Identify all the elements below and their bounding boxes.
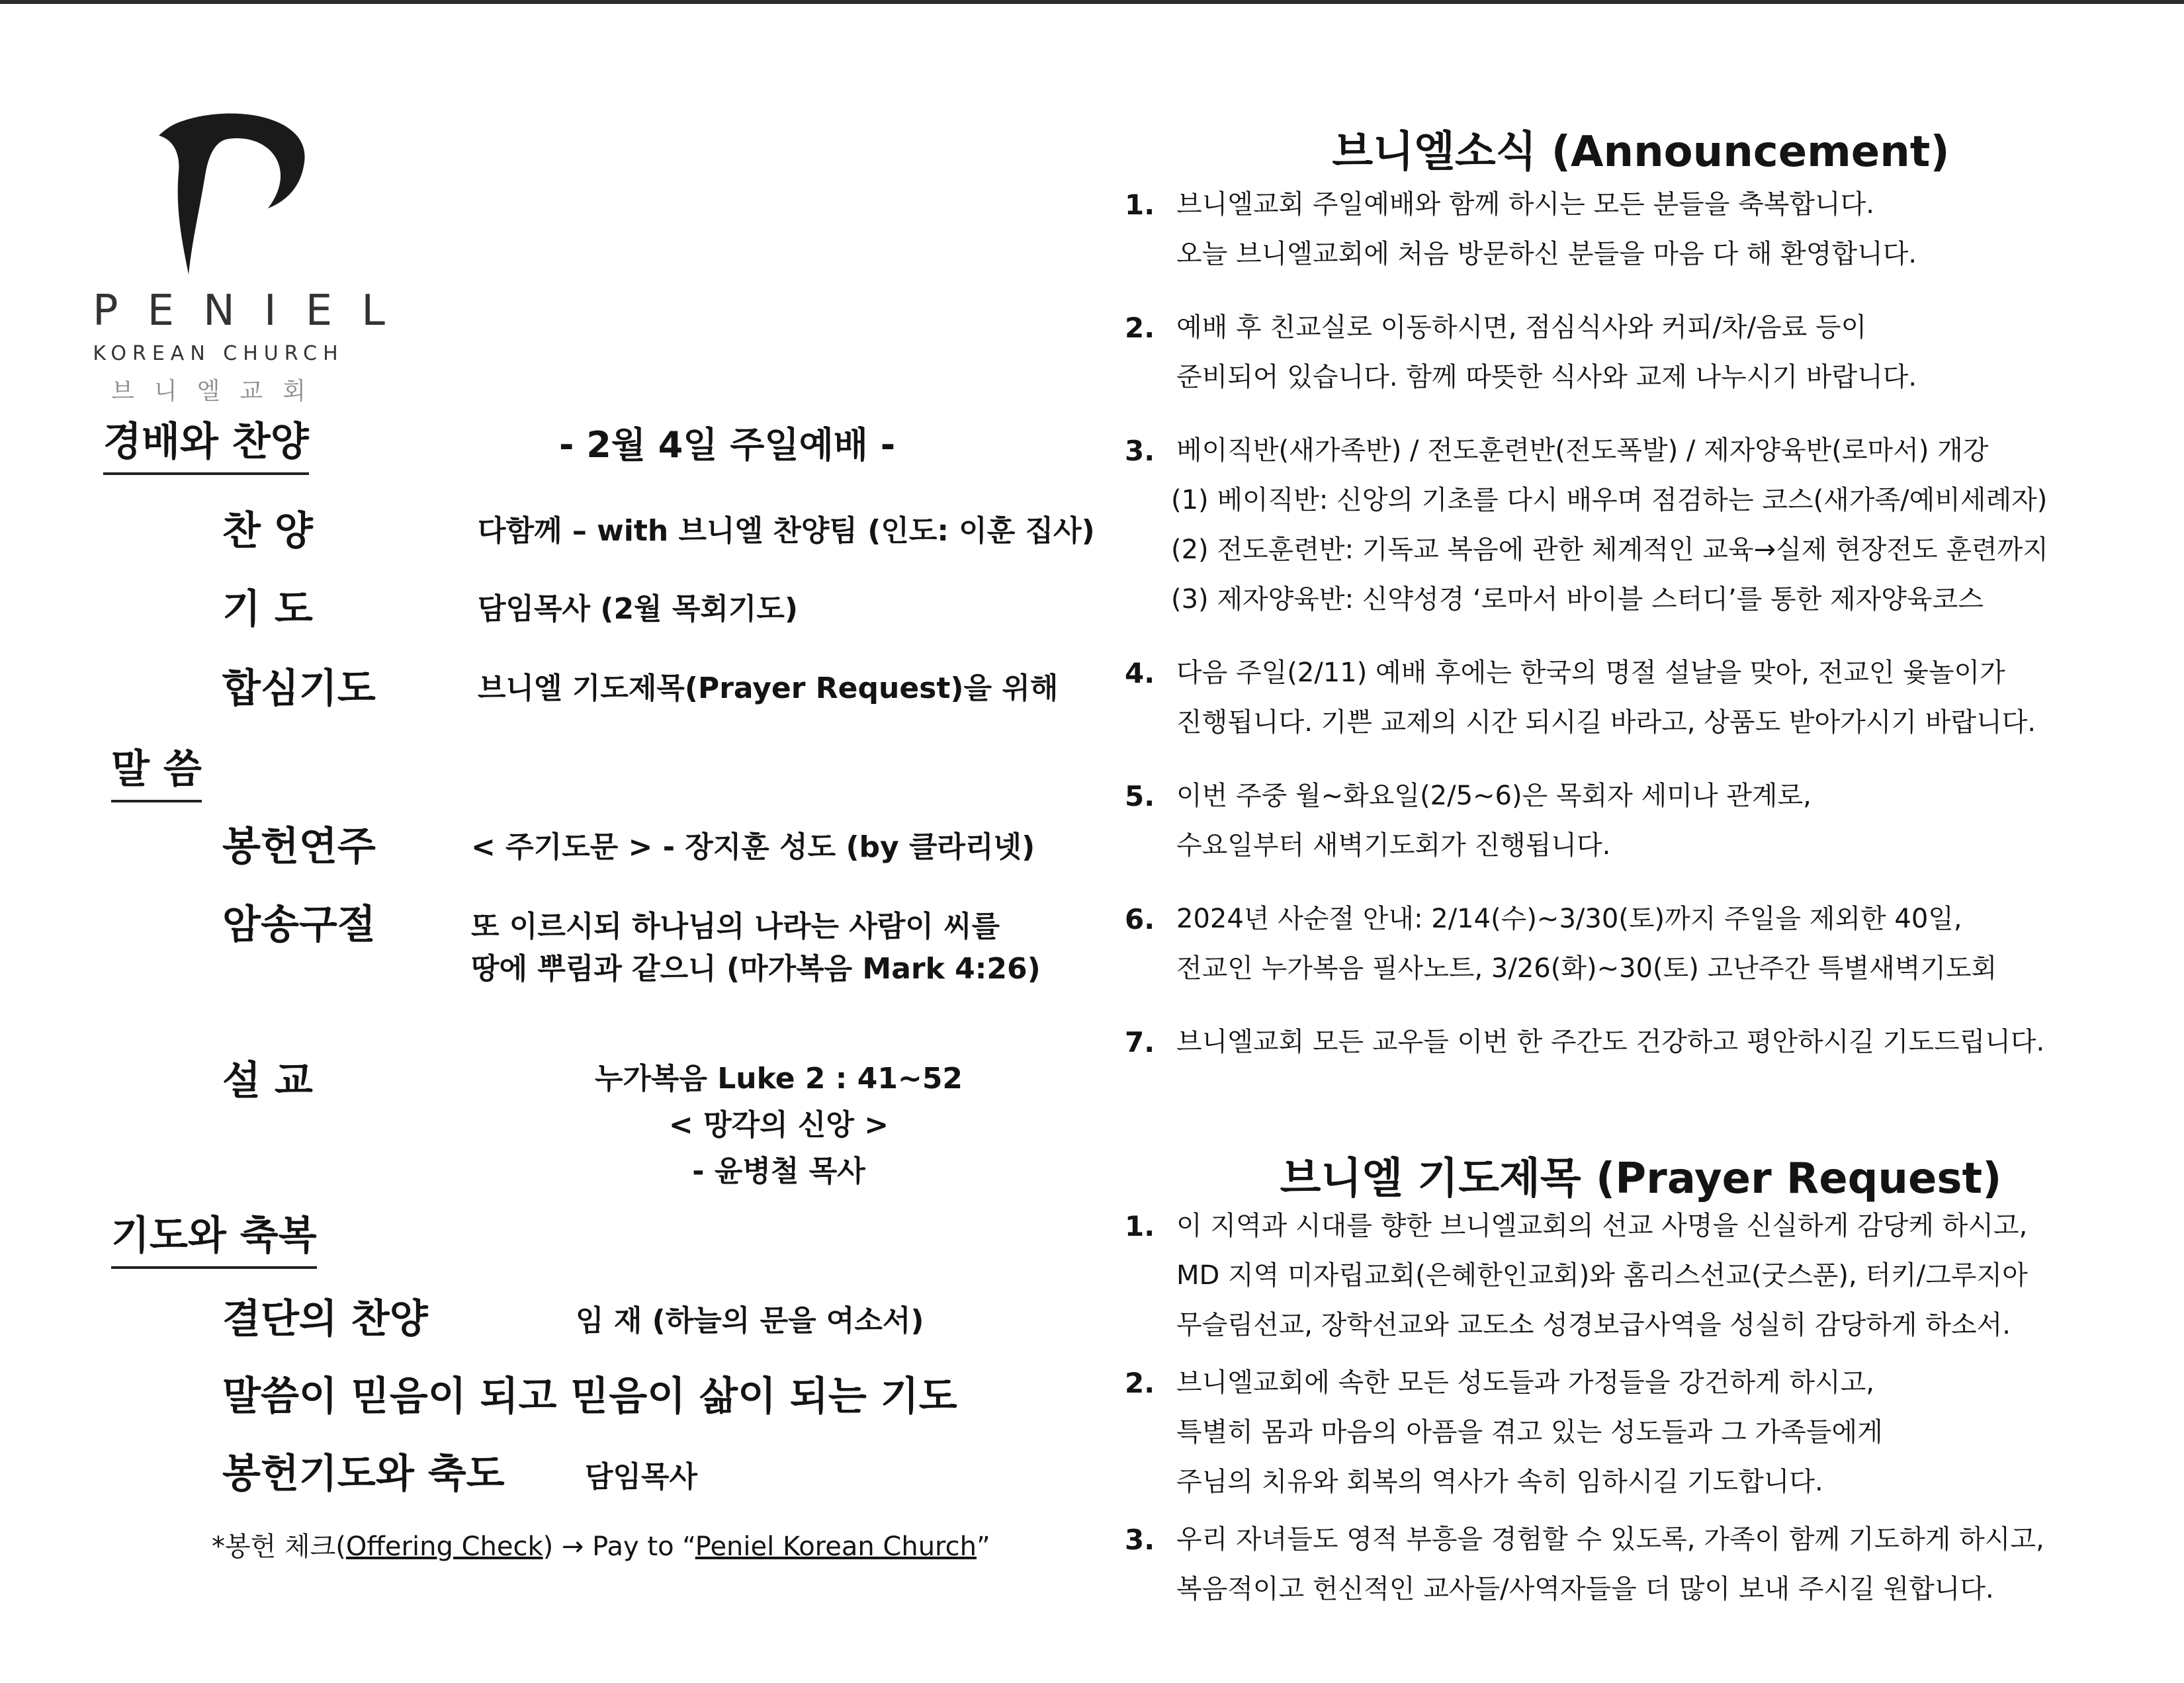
hymn-value: 임 재 (하늘의 문을 여소서) [576, 1304, 924, 1338]
offering-note [212, 1526, 990, 1563]
offering-payee: Peniel Korean Church [695, 1532, 977, 1562]
offering-suffix: ” [976, 1532, 990, 1562]
announcement-list [1125, 180, 2157, 1067]
service-date-title: - 2월 4일 주일예배 - [559, 424, 896, 466]
sermon-label: 설 교 [222, 1058, 313, 1104]
prayer-request-list [1125, 1201, 2157, 1614]
logo-name: PENIEL [93, 286, 414, 335]
announcement-line: 준비되어 있습니다. 함께 따뜻한 식사와 교제 나누시기 바랍니다. [1176, 362, 1917, 392]
announcement-line: 오늘 브니엘교회에 처음 방문하신 분들을 마음 다 해 환영합니다. [1176, 239, 1917, 269]
offertory-label: 봉헌연주 [222, 824, 376, 870]
announcement-line: 브니엘교회 모든 교우들 이번 한 주간도 건강하고 평안하시길 기도드립니다. [1176, 1027, 2045, 1057]
item-number: 4. [1125, 657, 1155, 689]
logo-korean: 브니엘교회 [111, 378, 326, 405]
sermon-preacher: - 윤병철 목사 [692, 1154, 865, 1188]
offertory-value: < 주기도문 > - 장지훈 성도 (by 클라리넷) [471, 830, 1035, 864]
prayer-request-title: 브니엘 기도제목 (Prayer Request) [1280, 1154, 2002, 1203]
benediction-label: 봉헌기도와 축도 [222, 1451, 505, 1497]
prayer-line: MD 지역 미자립교회(은혜한인교회)와 홈리스선교(굿스푼), 터키/그루지아 [1176, 1260, 2028, 1291]
announcement-line: 2024년 사순절 안내: 2/14(수)~3/30(토)까지 주일을 제외한 40일, [1176, 904, 1962, 934]
announcement-line: 베이직반(새가족반) / 전도훈련반(전도폭발) / 제자양육반(로마서) 개강 [1176, 435, 1989, 466]
peniel-face-logo-icon [152, 109, 324, 281]
prayer-line: 브니엘교회에 속한 모든 성도들과 가정들을 강건하게 하시고, [1176, 1367, 1875, 1398]
announcement-item [1125, 648, 2157, 748]
announcement-item [1125, 771, 2157, 871]
announcement-subline: (3) 제자양육반: 신약성경 ‘로마서 바이블 스터디’를 통한 제자양육코스 [1171, 584, 1984, 615]
logo-subtitle: KOREAN CHURCH [93, 342, 344, 365]
item-number: 1. [1125, 1210, 1155, 1242]
section-worship: 경배와 찬양 [103, 410, 309, 475]
section-prayer-blessing: 기도와 축복 [111, 1204, 317, 1269]
item-number: 2. [1125, 312, 1155, 344]
unison-prayer-value: 브니엘 기도제목(Prayer Request)을 위해 [478, 671, 1059, 705]
announcement-subline: (1) 베이직반: 신앙의 기초를 다시 배우며 점검하는 코스(새가족/예비세례자) [1171, 485, 2048, 515]
offering-prefix: *봉헌 체크( [212, 1532, 346, 1562]
prayer-request-item [1125, 1515, 2157, 1614]
sermon-title: < 망각의 신앙 > [668, 1108, 889, 1142]
prayer-line: 복음적이고 헌신적인 교사들/사역자들을 더 많이 보내 주시길 원합니다. [1176, 1574, 1994, 1604]
hymn-label: 결단의 찬양 [222, 1296, 428, 1342]
announcement-item [1125, 894, 2157, 994]
item-number: 3. [1125, 435, 1155, 467]
praise-label: 찬 양 [222, 508, 313, 554]
announcement-line: 진행됩니다. 기쁜 교제의 시간 되시길 바라고, 상품도 받아가시기 바랍니다. [1176, 707, 2036, 738]
prayer-request-item [1125, 1358, 2157, 1507]
item-number: 7. [1125, 1026, 1155, 1058]
item-number: 2. [1125, 1367, 1155, 1399]
announcement-line: 전교인 누가복음 필사노트, 3/26(화)~30(토) 고난주간 특별새벽기도회 [1176, 953, 1997, 984]
prayer-request-item [1125, 1201, 2157, 1350]
item-number: 5. [1125, 780, 1155, 812]
offering-check: Offering Check [345, 1532, 543, 1562]
item-number: 6. [1125, 903, 1155, 935]
announcement-item [1125, 1017, 2157, 1067]
memory-verse-line-1: 또 이르시되 하나님의 나라는 사람이 씨를 [471, 910, 1000, 943]
prayer-line: 우리 자녀들도 영적 부흥을 경험할 수 있도록, 가족이 함께 기도하게 하시고, [1176, 1524, 2044, 1555]
church-logo [93, 109, 414, 405]
unison-prayer-label: 합심기도 [222, 666, 376, 712]
announcement-line: 다음 주일(2/11) 예배 후에는 한국의 명절 설날을 맞아, 전교인 윷놀이가 [1176, 658, 2005, 688]
announcement-item [1125, 180, 2157, 279]
announcement-item [1125, 303, 2157, 402]
top-border [0, 0, 2184, 4]
announcement-line: 이번 주중 월~화요일(2/5~6)은 목회자 세미나 관계로, [1176, 781, 1812, 811]
prayer-line: 이 지역과 시대를 향한 브니엘교회의 선교 사명을 신실하게 감당케 하시고, [1176, 1211, 2028, 1241]
sermon-scripture: 누가복음 Luke 2 : 41~52 [594, 1062, 963, 1096]
memory-verse-label: 암송구절 [222, 902, 376, 948]
announcement-line: 수요일부터 새벽기도회가 진행됩니다. [1176, 830, 1611, 861]
praise-value: 다함께 – with 브니엘 찬양팀 (인도: 이훈 집사) [478, 514, 1095, 548]
prayer-value: 담임목사 (2월 목회기도) [478, 592, 799, 626]
faith-prayer: 말씀이 믿음이 되고 믿음이 삶이 되는 기도 [222, 1373, 957, 1420]
announcement-line: 예배 후 친교실로 이동하시면, 점심식사와 커피/차/음료 등이 [1176, 312, 1867, 343]
announcement-line: 브니엘교회 주일예배와 함께 하시는 모든 분들을 축복합니다. [1176, 189, 1875, 220]
benediction-value: 담임목사 [585, 1460, 698, 1494]
item-number: 3. [1125, 1524, 1155, 1556]
prayer-label: 기 도 [222, 586, 313, 632]
prayer-line: 무슬림선교, 장학선교와 교도소 성경보급사역을 성실히 감당하게 하소서. [1176, 1310, 2011, 1340]
prayer-line: 특별히 몸과 마음의 아픔을 겪고 있는 성도들과 그 가족들에게 [1176, 1417, 1883, 1447]
item-number: 1. [1125, 189, 1155, 221]
announcement-title: 브니엘소식 (Announcement) [1332, 128, 1950, 177]
prayer-line: 주님의 치유와 회복의 역사가 속히 임하시길 기도합니다. [1176, 1467, 1823, 1497]
offering-mid: ) → Pay to “ [543, 1532, 695, 1562]
announcement-item [1125, 426, 2157, 625]
memory-verse-line-2: 땅에 뿌림과 같으니 (마가복음 Mark 4:26) [471, 952, 1041, 986]
announcement-subline: (2) 전도훈련반: 기독교 복음에 관한 체계적인 교육→실제 현장전도 훈련까지 [1171, 535, 2048, 565]
section-word: 말 씀 [111, 738, 202, 802]
